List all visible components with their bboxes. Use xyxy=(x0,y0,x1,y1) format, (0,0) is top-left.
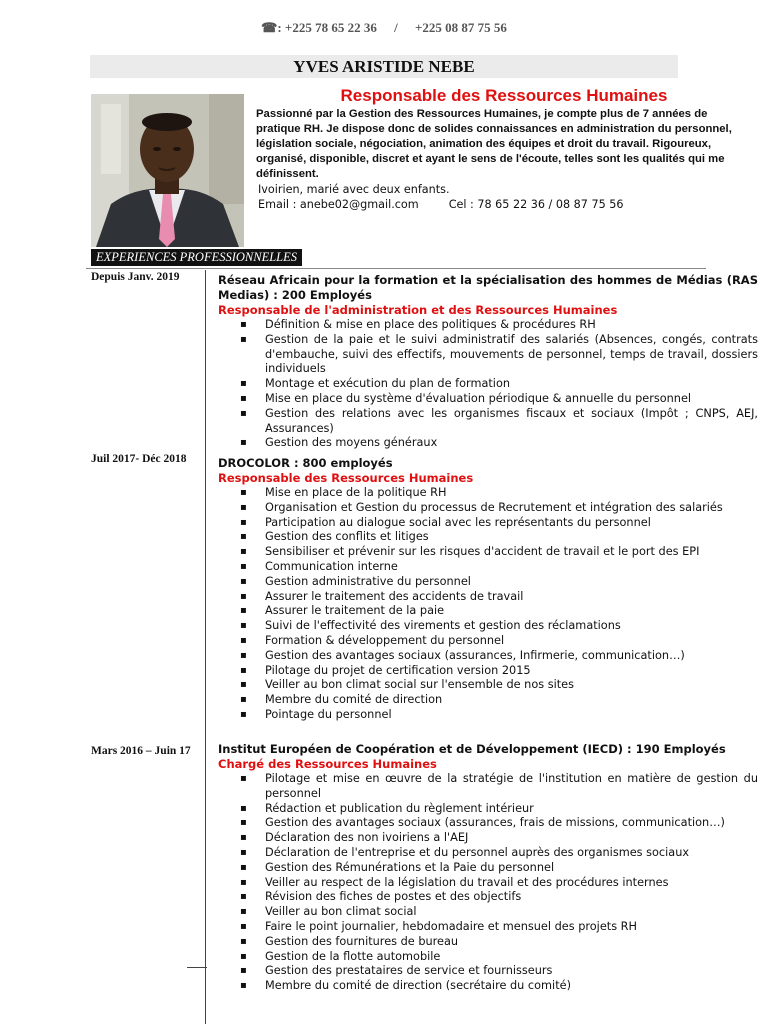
duty-item: ▪ Assurer le traitement des accidents de travail xyxy=(218,590,758,605)
experience-org: Institut Européen de Coopération et de Développement (IECD) : 190 Employés xyxy=(218,742,726,756)
experience-entry xyxy=(218,456,758,723)
experience-date: Depuis Janv. 2019 xyxy=(91,271,180,283)
experience-role: Chargé des Ressources Humaines xyxy=(218,757,437,771)
profile-summary: Passionné par la Gestion des Ressources Humaines, je compte plus de 7 années de pratique RH. Je dispose donc de solides connaissances en administration du personnel, législation sociale, négociation, animation des équipes et droit du travail. Rigoureux, organisé, disponible, discret et ayant le sens de l'écoute, telles sont les qualités qui me définissent. xyxy=(256,108,732,180)
experience-role: Responsable des Ressources Humaines xyxy=(218,471,474,485)
experience-date: Juil 2017- Déc 2018 xyxy=(91,453,187,465)
phone-number-2: +225 08 87 75 56 xyxy=(414,20,507,35)
duty-item: ▪ Membre du comité de direction (secrétaire du comité) xyxy=(218,979,758,994)
duty-item: ▪ Gestion des avantages sociaux (assurances, Infirmerie, communication…) xyxy=(218,649,758,664)
duty-item: ▪ Communication interne xyxy=(218,560,758,575)
experience-role: Responsable de l'administration et des Ressources Humaines xyxy=(218,303,618,317)
duty-item: ▪ Gestion des conflits et litiges xyxy=(218,530,758,545)
duty-item: ▪ Gestion des relations avec les organismes fiscaux et sociaux (Impôt ; CNPS, AEJ, Assurances) xyxy=(218,407,758,437)
duty-item: ▪ Veiller au bon climat social sur l'ensemble de nos sites xyxy=(218,678,758,693)
profile-photo xyxy=(91,94,244,247)
duty-item: ▪ Suivi de l'effectivité des virements et gestion des réclamations xyxy=(218,619,758,634)
phone-line xyxy=(0,20,768,36)
cel-text: Cel : 78 65 22 36 / 08 87 75 56 xyxy=(448,198,624,211)
portrait-image xyxy=(91,94,244,247)
personal-status: Ivoirien, marié avec deux enfants. xyxy=(258,183,450,196)
duty-item: ▪ Gestion de la paie et le suivi administratif des salariés (Absences, congés, contrats d'embauche, suivi des effectifs, mouvements de personnel, temps de travail, dossiers individuels xyxy=(218,333,758,377)
phone-number-1: : +225 78 65 22 36 xyxy=(277,20,377,35)
duty-list xyxy=(218,772,758,994)
timeline-tick xyxy=(187,967,207,968)
contact-row xyxy=(258,197,748,212)
experience-entry xyxy=(218,273,758,451)
duty-item: ▪ Membre du comité de direction xyxy=(218,693,758,708)
duty-item: ▪ Gestion des prestataires de service et fournisseurs xyxy=(218,964,758,979)
experience-org: DROCOLOR : 800 employés xyxy=(218,456,393,470)
timeline-line xyxy=(205,270,206,1024)
duty-item: ▪ Assurer le traitement de la paie xyxy=(218,604,758,619)
duty-item: ▪ Montage et exécution du plan de formation xyxy=(218,377,758,392)
duty-item: ▪ Gestion des moyens généraux xyxy=(218,436,758,451)
candidate-name: YVES ARISTIDE NEBE xyxy=(90,55,678,78)
duty-item: ▪ Veiller au respect de la législation du travail et des procédures internes xyxy=(218,876,758,891)
duty-item: ▪ Formation & développement du personnel xyxy=(218,634,758,649)
duty-item: ▪ Sensibiliser et prévenir sur les risques d'accident de travail et le port des EPI xyxy=(218,545,758,560)
section-divider xyxy=(86,268,706,269)
duty-item: ▪ Pilotage et mise en œuvre de la stratégie de l'institution en matière de gestion du personnel xyxy=(218,772,758,802)
duty-item: ▪ Déclaration des non ivoiriens a l'AEJ xyxy=(218,831,758,846)
duty-item: ▪ Rédaction et publication du règlement intérieur xyxy=(218,802,758,817)
duty-item: ▪ Définition & mise en place des politiques & procédures RH xyxy=(218,318,758,333)
personal-info xyxy=(258,182,748,212)
phone-icon: ☎ xyxy=(261,20,278,35)
phone-separator: / xyxy=(394,20,398,35)
duty-item: ▪ Mise en place de la politique RH xyxy=(218,486,758,501)
duty-list xyxy=(218,486,758,723)
duty-item: ▪ Mise en place du système d'évaluation périodique & annuelle du personnel xyxy=(218,392,758,407)
duty-item: ▪ Révision des fiches de postes et des objectifs xyxy=(218,890,758,905)
duty-item: ▪ Faire le point journalier, hebdomadaire et mensuel des projets RH xyxy=(218,920,758,935)
duty-item: ▪ Pilotage du projet de certification version 2015 xyxy=(218,664,758,679)
section-title-experiences: EXPERIENCES PROFESSIONNELLES xyxy=(91,249,302,266)
experience-org: Réseau Africain pour la formation et la spécialisation des hommes de Médias (RAS Medias) : 200 Employés xyxy=(218,273,758,302)
duty-item: ▪ Déclaration de l'entreprise et du personnel auprès des organismes sociaux xyxy=(218,846,758,861)
duty-item: ▪ Gestion des avantages sociaux (assurances, frais de missions, communication…) xyxy=(218,816,758,831)
duty-item: ▪ Veiller au bon climat social xyxy=(218,905,758,920)
duty-item: ▪ Gestion de la flotte automobile xyxy=(218,950,758,965)
duty-item: ▪ Gestion des Rémunérations et la Paie du personnel xyxy=(218,861,758,876)
duty-list xyxy=(218,318,758,451)
duty-item: ▪ Gestion des fournitures de bureau xyxy=(218,935,758,950)
job-title: Responsable des Ressources Humaines xyxy=(340,86,668,105)
duty-item: ▪ Pointage du personnel xyxy=(218,708,758,723)
duty-item: ▪ Participation au dialogue social avec les représentants du personnel xyxy=(218,516,758,531)
duty-item: ▪ Gestion administrative du personnel xyxy=(218,575,758,590)
experience-date: Mars 2016 – Juin 17 xyxy=(91,745,191,757)
duty-item: ▪ Organisation et Gestion du processus de Recrutement et intégration des salariés xyxy=(218,501,758,516)
experience-entry xyxy=(218,742,758,994)
email-text: Email : anebe02@gmail.com xyxy=(258,198,419,211)
